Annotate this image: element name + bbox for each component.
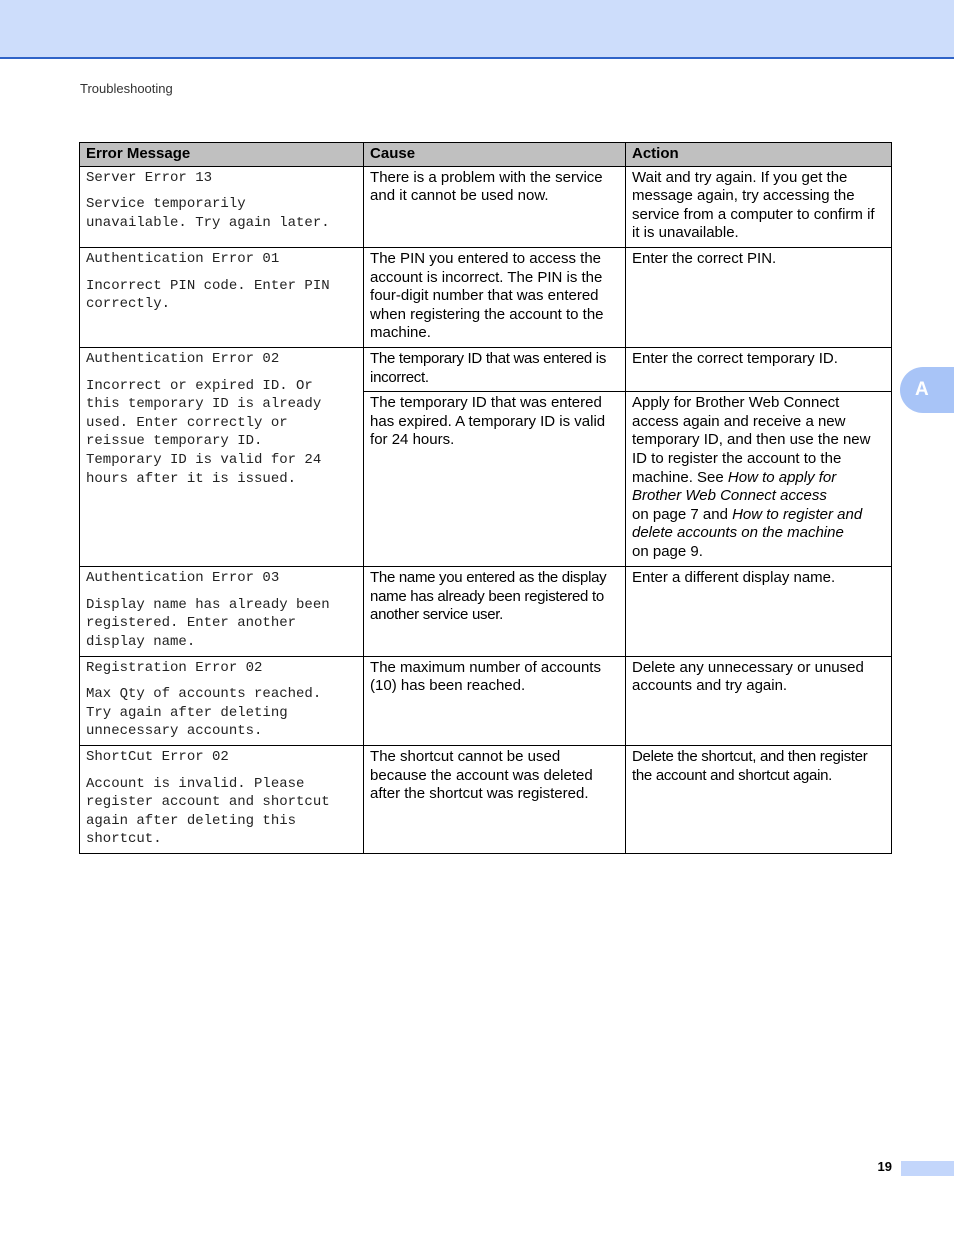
cross-reference-link[interactable]: How to apply for Brother Web Connect access [632, 468, 837, 505]
error-code: Authentication Error 03 [86, 570, 280, 587]
action-cell: Enter the correct PIN. [626, 247, 892, 347]
footer-band [901, 1161, 954, 1176]
column-header-action: Action [626, 143, 892, 167]
action-cell: Enter the correct temporary ID. [626, 347, 892, 391]
section-title: Troubleshooting [80, 81, 173, 96]
table-row [80, 166, 892, 247]
action-text: on page 7 and [632, 505, 733, 523]
error-message-cell [80, 166, 364, 247]
cause-cell: The name you entered as the display name has already been registered to another service user. [364, 567, 626, 656]
table-row [80, 247, 892, 347]
cause-cell: The PIN you entered to access the account is incorrect. The PIN is the four-digit number that was entered when registering the account to the machine. [364, 247, 626, 347]
action-text: on page 9. [632, 542, 703, 560]
column-header-error-message: Error Message [80, 143, 364, 167]
error-code: Authentication Error 01 [86, 250, 280, 267]
cause-cell: The maximum number of accounts (10) has been reached. [364, 656, 626, 745]
action-cell [626, 392, 892, 567]
error-description: Incorrect or expired ID. Or this temporary ID is already used. Enter correctly or reissue temporary ID. Temporary ID is valid for 24 hours after it is issued. [86, 377, 322, 487]
table-row [80, 656, 892, 745]
action-text: Apply for Brother Web Connect access again and receive a new temporary ID, and then use the new ID to register the account to the machine. See [632, 394, 871, 486]
error-message-cell [80, 247, 364, 347]
error-description: Account is invalid. Please register account and shortcut again after deleting this shortcut. [86, 775, 330, 848]
cause-cell: There is a problem with the service and it cannot be used now. [364, 166, 626, 247]
error-message-cell [80, 347, 364, 566]
action-cell: Delete any unnecessary or unused accounts and try again. [626, 656, 892, 745]
error-code: Authentication Error 02 [86, 350, 280, 367]
page-number: 19 [877, 1159, 892, 1174]
error-message-cell [80, 567, 364, 656]
error-table [79, 142, 892, 854]
column-header-cause: Cause [364, 143, 626, 167]
table-row [80, 347, 892, 391]
error-message-cell [80, 656, 364, 745]
action-cell: Enter a different display name. [626, 567, 892, 656]
cause-cell: The temporary ID that was entered is incorrect. [364, 347, 626, 391]
error-description: Service temporarily unavailable. Try again later. [86, 196, 330, 231]
table-header-row [80, 143, 892, 167]
error-description: Max Qty of accounts reached. Try again after deleting unnecessary accounts. [86, 686, 322, 740]
header-band [0, 0, 954, 59]
appendix-tab [900, 367, 954, 413]
error-description: Incorrect PIN code. Enter PIN correctly. [86, 277, 330, 313]
action-cell: Delete the shortcut, and then register the account and shortcut again. [626, 745, 892, 853]
error-code: Registration Error 02 [86, 659, 263, 676]
appendix-tab-label: A [915, 379, 929, 400]
table-row [80, 567, 892, 656]
error-code: ShortCut Error 02 [86, 748, 229, 765]
cause-cell: The shortcut cannot be used because the account was deleted after the shortcut was registered. [364, 745, 626, 853]
cross-reference-link[interactable]: How to register and delete accounts on the machine [632, 505, 863, 542]
cause-cell: The temporary ID that was entered has expired. A temporary ID is valid for 24 hours. [364, 392, 626, 567]
error-message-cell [80, 745, 364, 853]
table-row [80, 745, 892, 853]
error-description: Display name has already been registered. Enter another display name. [86, 596, 330, 650]
action-cell: Wait and try again. If you get the message again, try accessing the service from a computer to confirm if it is unavailable. [626, 166, 892, 247]
error-code: Server Error 13 [86, 169, 213, 186]
